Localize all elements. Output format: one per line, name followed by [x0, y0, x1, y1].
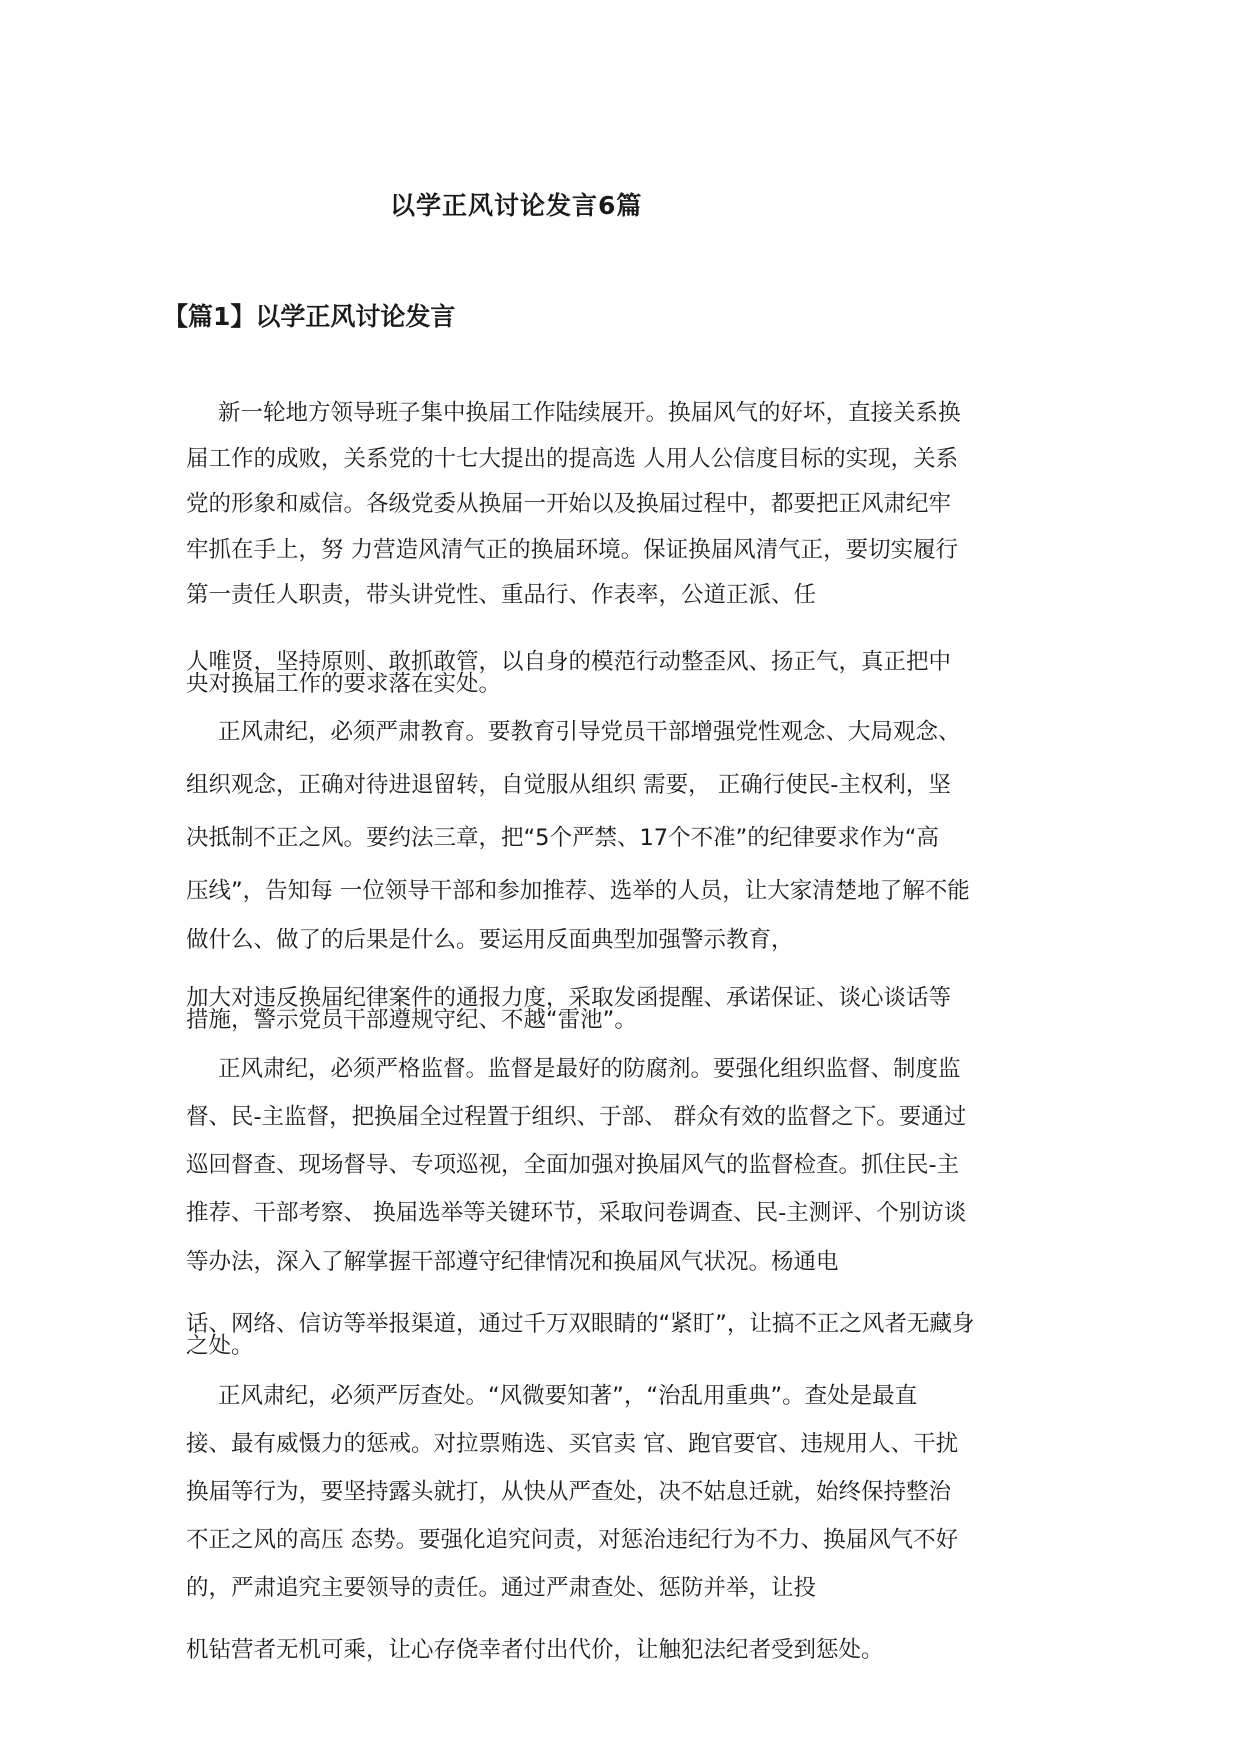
paragraph-line: 之处。: [186, 1333, 254, 1359]
paragraph-line: 牢抓在手上，努 力营造风清气正的换届环境。保证换届风清气正，要切实履行: [186, 537, 959, 563]
paragraph-line: 央对换届工作的要求落在实处。: [186, 671, 502, 697]
paragraph-line: 加大对违反换届纪律案件的通报力度，采取发函提醒、承诺保证、谈心谈话等: [186, 985, 952, 1011]
paragraph-line: 推荐、干部考察、 换届选举等关键环节，采取问卷调查、民-主测评、个别访谈: [186, 1200, 967, 1226]
paragraph-line: 正风肃纪，必须严格监督。监督是最好的防腐剂。要强化组织监督、制度监: [218, 1056, 961, 1082]
paragraph-line: 届工作的成败，关系党的十七大提出的提高选 人用人公信度目标的实现，关系: [186, 446, 959, 472]
paragraph-line: 机钻营者无机可乘，让心存侥幸者付出代价，让触犯法纪者受到惩处。: [186, 1637, 884, 1663]
paragraph-line: 第一责任人职责，带头讲党性、重品行、作表率，公道正派、任: [186, 582, 817, 608]
paragraph-line: 督、民-主监督，把换届全过程置于组织、于部、 群众有效的监督之下。要通过: [186, 1104, 967, 1130]
paragraph-line: 不正之风的高压 态势。要强化追究问责，对惩治违纪行为不力、换届风气不好: [186, 1527, 959, 1553]
paragraph-line: 压线”，告知每 一位领导干部和参加推荐、选举的人员，让大家清楚地了解不能: [186, 878, 970, 904]
paragraph-line: 新一轮地方领导班子集中换届工作陆续展开。换届风气的好坏，直接关系换: [218, 400, 961, 426]
document-title: 以学正风讨论发言6篇: [390, 191, 643, 220]
paragraph-line: 巡回督查、现场督导、专项巡视，全面加强对换届风气的监督检查。抓住民-主: [186, 1152, 960, 1178]
paragraph-line: 正风肃纪，必须严肃教育。要教育引导党员干部增强党性观念、大局观念、: [218, 719, 961, 745]
paragraph-line: 党的形象和威信。各级党委从换届一开始以及换届过程中，都要把正风肃纪牢: [186, 491, 952, 517]
paragraph-line: 做什么、做了的后果是什么。要运用反面典型加强警示教育，: [186, 927, 794, 953]
paragraph-line: 话、网络、信访等举报渠道，通过千万双眼睛的“紧盯”，让搞不正之风者无藏身: [186, 1311, 975, 1337]
paragraph-line: 组织观念，正确对待进退留转，自觉服从组织 需要， 正确行使民-主权利，坚: [186, 772, 951, 798]
paragraph-line: 决抵制不正之风。要约法三章，把“5个严禁、17个不准”的纪律要求作为“高: [186, 825, 939, 851]
paragraph-line: 的，严肃追究主要领导的责任。通过严肃查处、惩防并举，让投: [186, 1575, 817, 1601]
paragraph-line: 正风肃纪，必须严厉查处。“风微要知著”，“治乱用重典”。查处是最直: [218, 1383, 918, 1409]
paragraph-line: 接、最有威慑力的惩戒。对拉票贿选、买官卖 官、跑官要官、违规用人、干扰: [186, 1431, 959, 1457]
paragraph-line: 等办法，深入了解掌握干部遵守纪律情况和换届风气状况。杨通电: [186, 1249, 839, 1275]
section-heading: 【篇1】以学正风讨论发言: [163, 302, 456, 331]
paragraph-line: 措施，警示党员干部遵规守纪、不越“雷池”。: [186, 1007, 637, 1033]
paragraph-line: 换届等行为，要坚持露头就打，从快从严查处，决不姑息迁就，始终保持整治: [186, 1479, 952, 1505]
paragraph-line: 人唯贤，坚持原则、敢抓敢管，以自身的模范行动整歪风、扬正气，真正把中: [186, 649, 952, 675]
